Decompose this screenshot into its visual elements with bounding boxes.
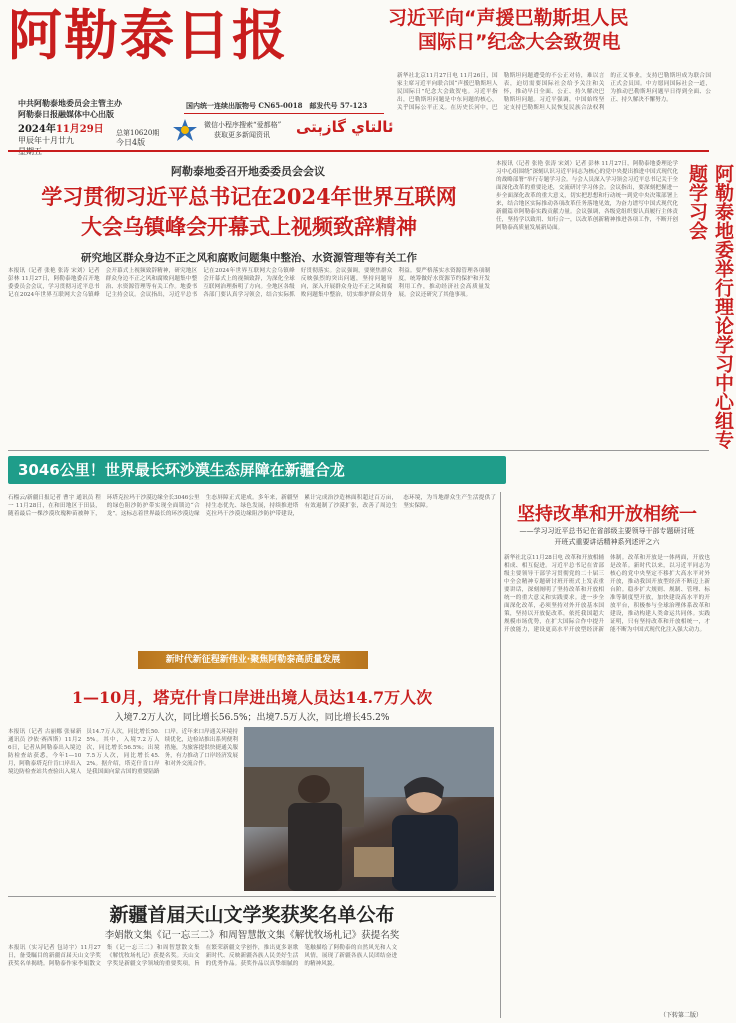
vertical-story-headline: 阿勒泰地委举行理论学习中心组专题学习会 <box>686 164 734 449</box>
media-logo-icon <box>172 118 198 142</box>
page-count: 今日4版 <box>116 138 146 147</box>
port-photo <box>244 727 494 891</box>
desert-banner: 3046公里！世界最长环沙漠生态屏障在新疆合龙 <box>8 456 506 484</box>
port-subhead: 入境7.2万人次，同比增长56.5%；出境7.5万人次，同比增长45.2% <box>114 713 390 723</box>
date-month-day: 11月29日 <box>55 124 104 135</box>
masthead-title: 阿勒泰日报 <box>8 3 288 67</box>
kazakh-title: ئالتاي گازېتى <box>296 118 394 136</box>
port-body: 本报讯（记者 古丽娜 张禄新 通讯员 沙依·赛西斯）11月26日，记者从阿勒泰出入境边防检查站获悉，今年1—10月，阿勒泰塔克什肯口岸出入境边防检查站共查验出入境人员14.7万人次，同比增长50.5%。其中，入境7.2万人次，同比增长56.5%；出境7.5万人次，同比增长45.2%。据介绍，塔克什肯口岸是我国面向蒙古国的重要陆路口岸，近年来口岸通关环境持续优化，边检站推出系列便利措施，为旅客提供快捷通关服务，有力推动了口岸经济发展和对外交流合作。 <box>8 729 238 775</box>
literature-body: 本报讯（实习记者 包诗宇）11月27日，备受瞩目的新疆首届天山文学奖获奖名单揭晓。阿勒泰作家李娟散文集《记一忘三二》和周智慧散文集《解忧牧场札记》获提名奖。天山文学奖是新疆文学领域的重要奖项，旨在繁荣新疆文学创作，推出更多讴歌新时代、反映新疆各族人民美好生活的优秀作品。获奖作品以真挚细腻的笔触描绘了阿勒泰的自然风光和人文风情，展现了新疆各族人民团结奋进的精神风貌。 <box>8 945 398 967</box>
top-headline-line-1: 习近平向“声援巴勒斯坦人民 <box>388 7 629 29</box>
lunar-date: 甲辰年十月廿九 <box>18 136 74 145</box>
lead-headline-line-1: 学习贯彻习近平总书记在2024年世界互联网 <box>41 184 457 209</box>
port-headline: 1—10月，塔克什肯口岸进出境人员达14.7万人次 <box>71 688 433 707</box>
reform-subhead <box>504 526 710 548</box>
lead-subhead: 研究地区群众身边不正之风和腐败问题集中整治、水资源管理等有关工作 <box>81 252 417 264</box>
issuer-line-2: 阿勒泰日报融媒体中心出版 <box>18 109 114 119</box>
vertical-story-body: 本报讯（记者 张艳 张涛 宋刘）记者 彭林 11月27日，阿勒泰地委理论学习中心组围绕“深刻认识习近平同志为核心的党中央提出推进中国式现代化的战略部署”举行专题学习会。与会人员深入学习领会习近平总书记关于全面深化改革的重要论述，交流研讨学习体会。会议指出，要深刻把握进一步全面深化改革的重大意义，切实把思想和行动统一到党中央决策部署上来，结合地区实际推动各项改革任务落地见效，为奋力谱写中国式现代化新疆篇章阿勒泰实践贡献力量。会议强调，各级党组织要认真履行主体责任，坚持学以致用、知行合一，以改革创新精神推进各项工作，不断开创阿勒泰高质量发展新局面。 <box>496 161 678 231</box>
banner-story-body: 石榴云/新疆日报记者 曹宇 通讯员 程一 11月28日，在和田地区于田县，随着最后一棵沙漠玫瑰种苗被种下，环塔克拉玛干沙漠边缘全长3046公里的绿色阻沙防护带实现全面锁边“合龙”。这标志着世界最长的环沙漠边缘生态屏障正式建成。多年来，新疆坚持生态优先、绿色发展，持续推进塔克拉玛干沙漠边缘阻沙防护带建设，累计完成治沙造林面积超过百万亩，有效遏制了沙漠扩张，改善了周边生态环境，为当地群众生产生活提供了坚实保障。 <box>8 495 496 517</box>
lead-body: 本报讯（记者 张艳 张涛 宋刘）记者 彭林 11月27日，阿勒泰地委召开地委委员会会议，学习贯彻习近平总书记在2024年世界互联网大会乌镇峰会开幕式上视频致辞精神，研究地区群众身边不正之风和腐败问题集中整治、水资源管理等有关工作。地委书记主持会议。会议指出，习近平总书记在2024年世界互联网大会乌镇峰会开幕式上的视频致辞，为深化全球互联网治理指明了方向。全地区各级各部门要认真学习领会，结合实际抓好贯彻落实。会议强调，要聚焦群众反映强烈的突出问题，坚持问题导向，深入开展群众身边不正之风和腐败问题集中整治，切实维护群众切身利益。要严格落实水资源管理各项制度，统筹做好水资源节约保护和开发利用工作，推动经济社会高质量发展。会议还研究了其他事项。 <box>8 268 490 298</box>
issue-number: 总第10620期 <box>116 129 160 137</box>
issuer-line-1: 中共阿勒泰地委员会主管主办 <box>18 98 122 108</box>
wechat-note <box>204 120 281 140</box>
continued-note: （下转第二版） <box>660 1012 703 1019</box>
section-rule-2 <box>8 896 496 897</box>
cn-code: 国内统一连续出版物号 CN65-0018 邮发代号 57-123 <box>186 101 368 110</box>
date-year: 2024年 <box>18 124 56 135</box>
wechat-note-line-1: 微信小程序搜索“爱都格” <box>204 121 282 129</box>
issuer-info <box>18 98 122 120</box>
reform-subhead-line-1: ——学习习近平总书记在省部级主要领导干部专题研讨班 <box>519 527 695 535</box>
masthead-divider <box>8 150 709 152</box>
reform-headline: 坚持改革和开放相统一 <box>517 504 697 525</box>
lead-headline-line-2: 大会乌镇峰会开幕式上视频致辞精神 <box>81 214 417 239</box>
masthead-rule <box>184 113 384 114</box>
wechat-note-line-2: 获取更多新闻资讯 <box>214 131 270 139</box>
literature-subhead: 李娟散文集《记一忘三二》和周智慧散文集《解忧牧场札记》获提名奖 <box>104 930 400 941</box>
section-rule-1 <box>8 450 709 451</box>
date-box <box>18 124 104 157</box>
section-banner: 新时代新征程新伟业·聚焦阿勒泰高质量发展 <box>138 651 368 669</box>
top-headline-line-2: 国际日”纪念大会致贺电 <box>418 31 621 53</box>
reform-subhead-line-2: 开班式重要讲话精神系列述评之六 <box>554 538 660 546</box>
top-story-body: 新华社北京11月27日电 11月26日，国家主席习近平向联合国“声援巴勒斯坦人民国际日”纪念大会致贺电。习近平指出，巴勒斯坦问题是中东问题的核心，关乎国际公平正义。在历史长河中，巴勒斯坦问题遭受的不公正对待，难以言表，迫切需要国际社会给予关注和关怀，推动早日全面、公正、持久解决巴勒斯坦问题。习近平强调，中国始终坚定支持巴勒斯坦人民恢复民族合法权利的正义事业，支持巴勒斯坦成为联合国正式会员国。中方愿同国际社会一道，为推动巴勒斯坦问题早日得到全面、公正、持久解决不懈努力。 <box>397 73 711 111</box>
top-story-headline <box>388 6 713 54</box>
column-rule <box>500 492 501 1018</box>
issue-info <box>116 128 159 148</box>
lead-headline <box>4 182 494 242</box>
lead-kicker: 阿勒泰地委召开地委委员会会议 <box>171 165 325 178</box>
literature-headline: 新疆首届天山文学奖获奖名单公布 <box>109 904 395 926</box>
reform-body: 新华社北京11月28日电 改革和开放相辅相成、相互促进。习近平总书记在省部级主要领导干部学习贯彻党的二十届三中全会精神专题研讨班开班式上发表重要讲话，深刻阐明了坚持改革和开放相统一的重大意义和实践要求。进一步全面深化改革，必须坚持对外开放基本国策，坚持以开放促改革，依托我国超大规模市场优势，在扩大国际合作中提升开放能力，建设更高水平开放型经济新体制。改革和开放是一体两面，开放也是改革。新时代以来，以习近平同志为核心的党中央坚定不移扩大高水平对外开放，推动我国开放型经济不断迈上新台阶。稳步扩大规则、规制、管理、标准等制度型开放，加快建设高水平的开放平台，积极参与全球治理体系改革和建设，推动构建人类命运共同体。实践证明，只有坚持改革和开放相统一，才能不断为中国式现代化注入强大动力。 <box>504 555 710 633</box>
